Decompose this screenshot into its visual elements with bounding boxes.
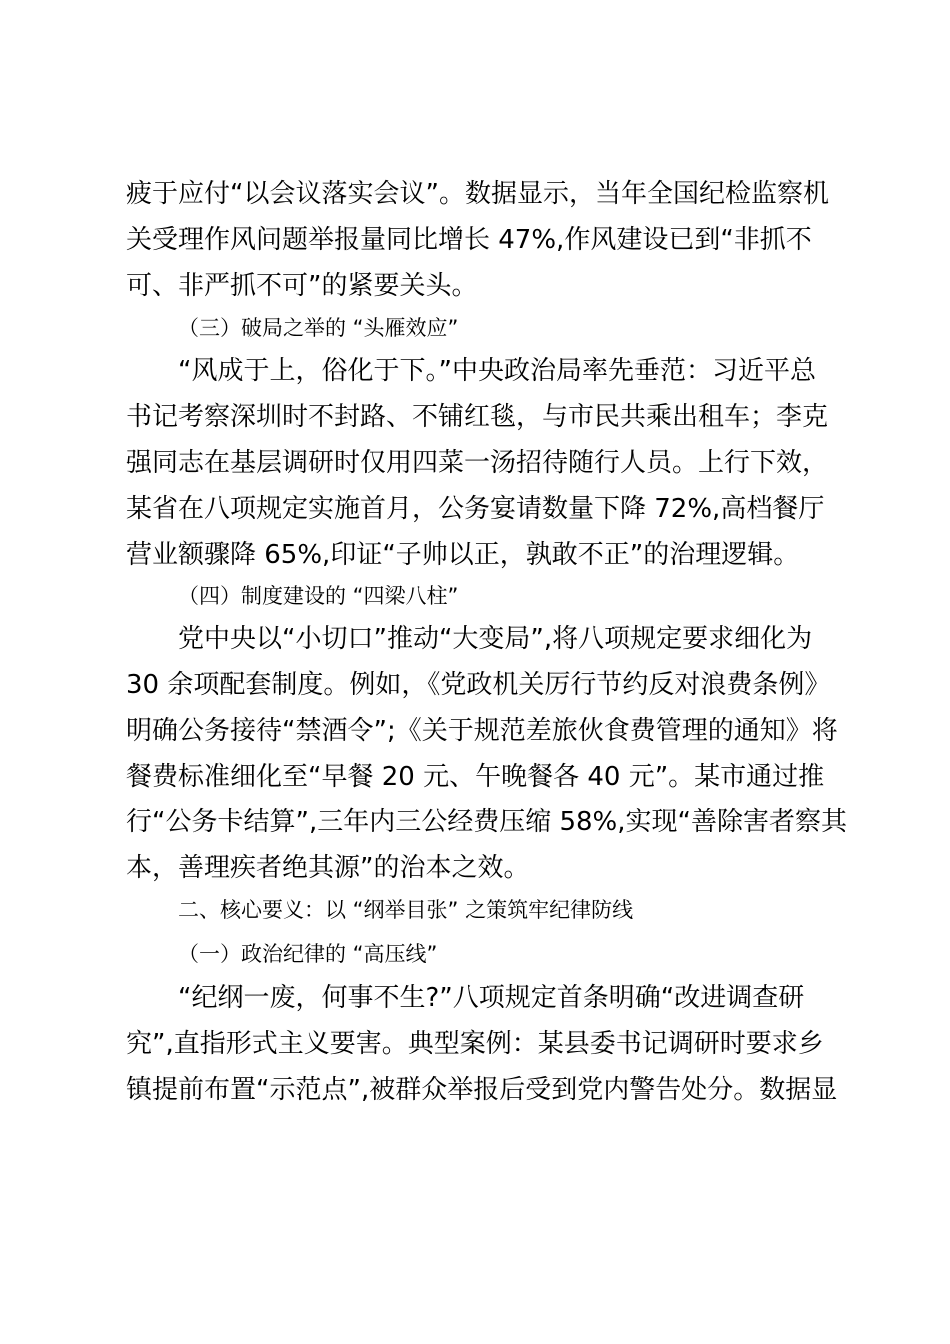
section-heading: （三）破局之举的 “头雁效应”: [178, 316, 459, 340]
paragraph-line: 餐费标准细化至“早餐 20 元、午晚餐各 40 元”。某市通过推: [126, 762, 825, 792]
paragraph-line: 可、非严抓不可”的紧要关头。: [126, 271, 478, 301]
paragraph-line: 30 余项配套制度。例如，《党政机关厉行节约反对浪费条例》: [126, 670, 831, 700]
paragraph-line: 强同志在基层调研时仅用四菜一汤招待随行人员。上行下效，: [126, 448, 829, 478]
paragraph-line: 党中央以“小切口”推动“大变局”,将八项规定要求细化为: [178, 624, 813, 654]
paragraph-line: 镇提前布置“示范点”,被群众举报后受到党内警告处分。数据显: [126, 1075, 838, 1105]
section-heading: （一）政治纪律的 “高压线”: [178, 942, 438, 966]
paragraph-line: 明确公务接待“禁酒令”;《关于规范差旅伙食费管理的通知》将: [126, 716, 838, 746]
paragraph-line: 行“公务卡结算”,三年内三公经费压缩 58%,实现“善除害者察其: [126, 807, 847, 837]
section-heading: （四）制度建设的 “四梁八柱”: [178, 584, 459, 608]
paragraph-line: 疲于应付“以会议落实会议”。数据显示，当年全国纪检监察机: [126, 179, 829, 209]
paragraph-line: “风成于上，俗化于下。”中央政治局率先垂范：习近平总: [178, 356, 816, 386]
paragraph-line: 关受理作风问题举报量同比增长 47%,作风建设已到“非抓不: [126, 225, 812, 255]
paragraph-line: 某省在八项规定实施首月，公务宴请数量下降 72%,高档餐厅: [126, 494, 825, 524]
paragraph-line: 书记考察深圳时不封路、不铺红毯，与市民共乘出租车；李克: [126, 402, 829, 432]
paragraph-line: 营业额骤降 65%,印证“子帅以正，孰敢不正”的治理逻辑。: [126, 540, 800, 570]
paragraph-line: 本，善理疾者绝其源”的治本之效。: [126, 853, 530, 883]
paragraph-line: 究”,直指形式主义要害。典型案例：某县委书记调研时要求乡: [126, 1029, 824, 1059]
paragraph-line: “纪纲一废，何事不生?”八项规定首条明确“改进调查研: [178, 983, 805, 1013]
section-heading: 二、核心要义：以 “纲举目张” 之策筑牢纪律防线: [178, 898, 634, 922]
